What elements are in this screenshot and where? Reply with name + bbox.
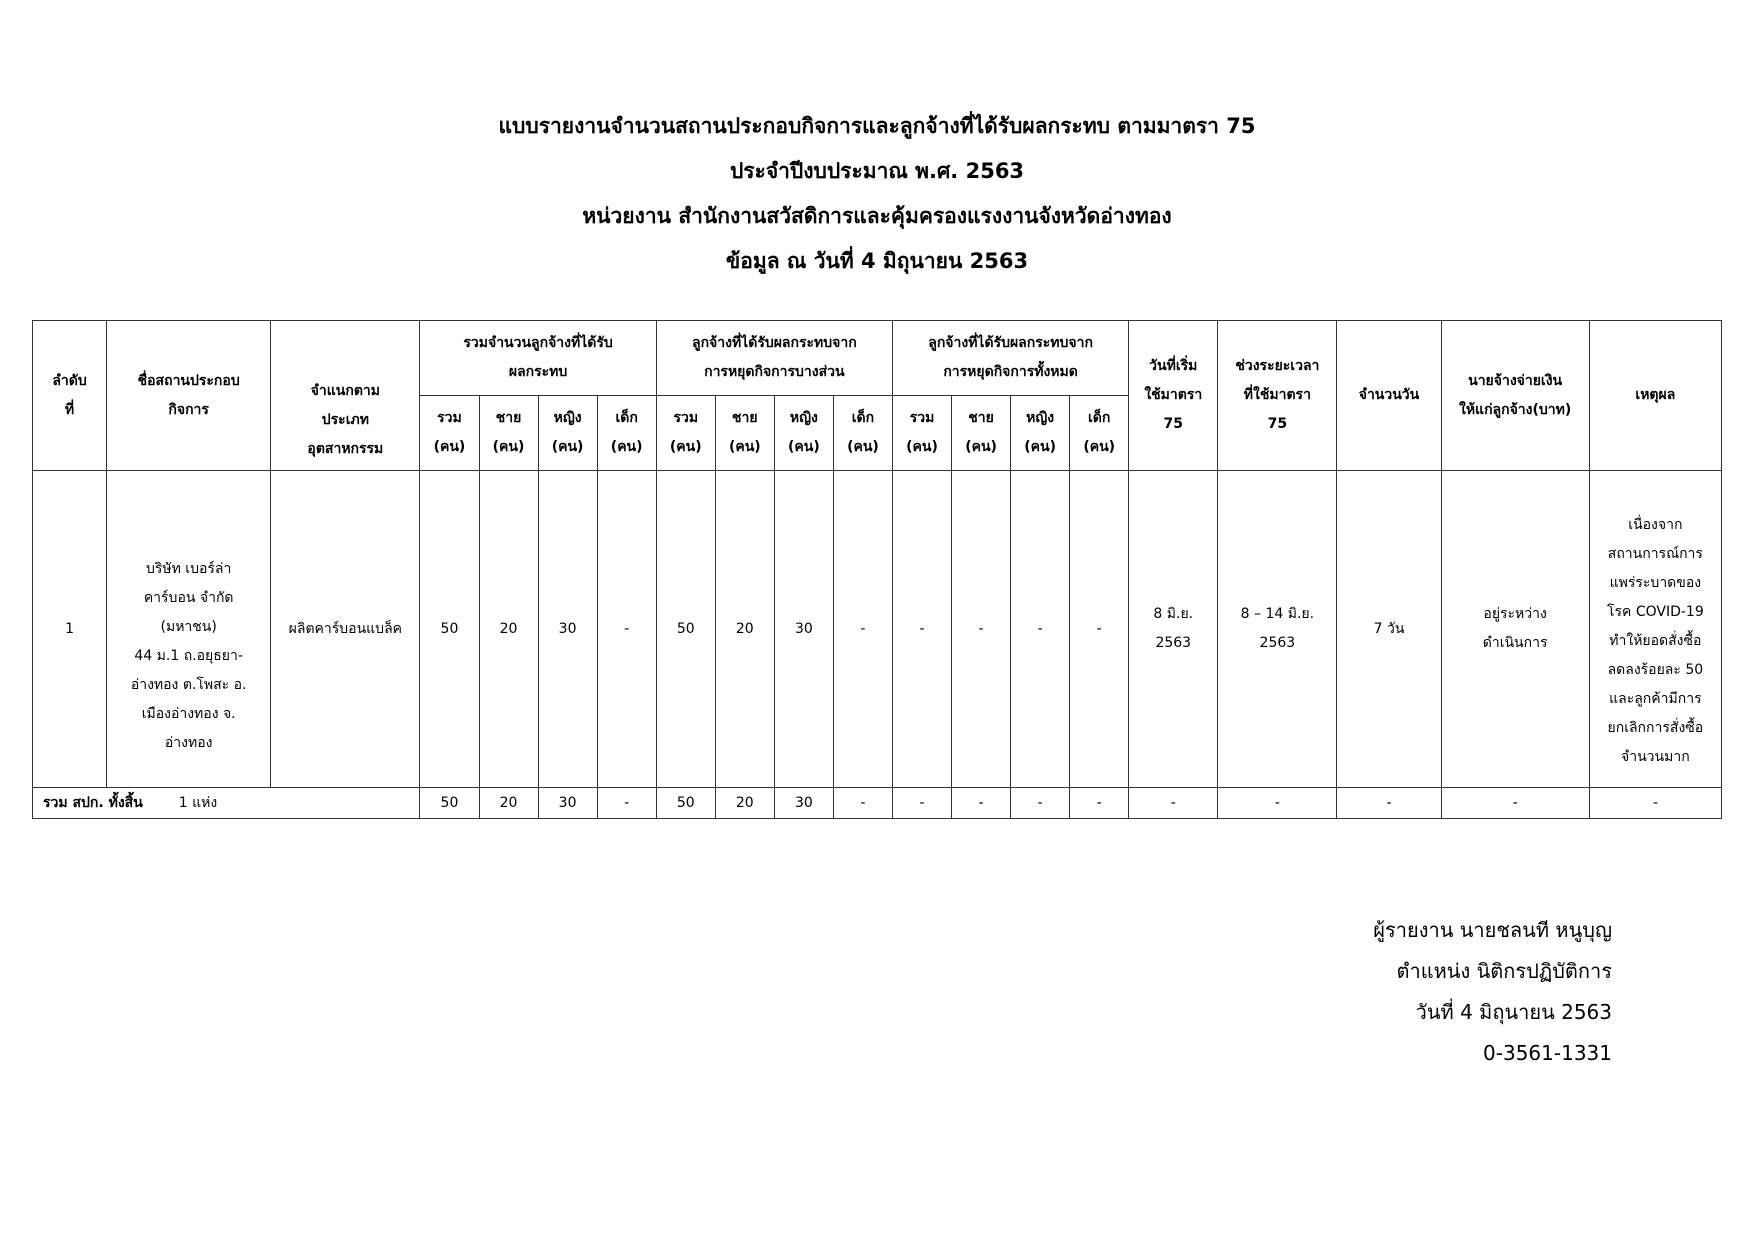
report-table	[32, 320, 1722, 819]
sub-header-child: เด็ก (คน)	[833, 396, 892, 471]
total-cell: -	[1011, 788, 1070, 819]
col-type-header: จำแนกตาม ประเภท อุตสาหกรรม	[271, 321, 420, 471]
cell-industry-type: ผลิตคาร์บอนแบล็ค	[271, 471, 420, 788]
cell-full-male: -	[952, 471, 1011, 788]
col-days-header: จำนวนวัน	[1337, 321, 1441, 471]
cell-days: 7 วัน	[1337, 471, 1441, 788]
cell-partial-all: 50	[656, 471, 715, 788]
group-partial-header: ลูกจ้างที่ได้รับผลกระทบจาก การหยุดกิจการบางส่วน	[656, 321, 892, 396]
report-title-block	[0, 104, 1754, 284]
sub-header-male: ชาย (คน)	[479, 396, 538, 471]
sub-header-total: รวม (คน)	[656, 396, 715, 471]
col-pay-header: นายจ้างจ่ายเงิน ให้แก่ลูกจ้าง(บาท)	[1441, 321, 1589, 471]
total-cell: -	[1070, 788, 1129, 819]
agency-name: หน่วยงาน สำนักงานสวัสดิการและคุ้มครองแรงงานจังหวัดอ่างทอง	[582, 204, 1172, 228]
cell-total-all: 50	[420, 471, 479, 788]
cell-full-all: -	[892, 471, 951, 788]
data-date: ข้อมูล ณ วันที่ 4 มิถุนายน 2563	[725, 249, 1029, 273]
total-cell: 50	[656, 788, 715, 819]
total-reason: -	[1589, 788, 1721, 819]
total-cell: -	[597, 788, 656, 819]
cell-total-child: -	[597, 471, 656, 788]
total-cell: -	[892, 788, 951, 819]
reporter-block	[1200, 910, 1612, 1074]
cell-partial-female: 30	[774, 471, 833, 788]
col-reason-header: เหตุผล	[1589, 321, 1721, 471]
reporter-name: ผู้รายงาน นายชลนที หนูบุญ	[1373, 918, 1612, 942]
sub-header-male: ชาย (คน)	[952, 396, 1011, 471]
group-full-header: ลูกจ้างที่ได้รับผลกระทบจาก การหยุดกิจการทั้งหมด	[892, 321, 1128, 396]
sub-header-child: เด็ก (คน)	[597, 396, 656, 471]
report-date: วันที่ 4 มิถุนายน 2563	[1415, 1000, 1612, 1024]
sub-header-female: หญิง (คน)	[774, 396, 833, 471]
total-cell: 20	[479, 788, 538, 819]
reporter-position: ตำแหน่ง นิติกรปฏิบัติการ	[1396, 959, 1612, 983]
total-cell: 50	[420, 788, 479, 819]
cell-partial-child: -	[833, 471, 892, 788]
total-days: -	[1337, 788, 1441, 819]
cell-reason: เนื่องจาก สถานการณ์การ แพร่ระบาดของ โรค COVID-19 ทำให้ยอดสั่งซื้อ ลดลงร้อยละ 50 และลูกค้ามีการ ยกเลิกการสั่งซื้อ จำนวนมาก	[1589, 471, 1721, 788]
fiscal-year: ประจำปีงบประมาณ พ.ศ. 2563	[729, 159, 1025, 183]
cell-seq: 1	[33, 471, 107, 788]
cell-total-male: 20	[479, 471, 538, 788]
col-name-header: ชื่อสถานประกอบ กิจการ	[107, 321, 271, 471]
total-period: -	[1218, 788, 1337, 819]
total-start: -	[1129, 788, 1218, 819]
sub-header-child: เด็ก (คน)	[1070, 396, 1129, 471]
total-cell: 30	[538, 788, 597, 819]
cell-total-female: 30	[538, 471, 597, 788]
sub-header-male: ชาย (คน)	[715, 396, 774, 471]
cell-full-female: -	[1011, 471, 1070, 788]
total-pay: -	[1441, 788, 1589, 819]
sub-header-total: รวม (คน)	[892, 396, 951, 471]
cell-full-child: -	[1070, 471, 1129, 788]
cell-start-date: 8 มิ.ย. 2563	[1129, 471, 1218, 788]
total-label-cell: รวม สปก. ทั้งสิ้น 1 แห่ง	[33, 788, 420, 819]
cell-period: 8 – 14 มิ.ย. 2563	[1218, 471, 1337, 788]
cell-payment: อยู่ระหว่าง ดำเนินการ	[1441, 471, 1589, 788]
col-seq-header: ลำดับ ที่	[33, 321, 107, 471]
total-cell: -	[833, 788, 892, 819]
total-row	[33, 788, 1722, 819]
report-title: แบบรายงานจำนวนสถานประกอบกิจการและลูกจ้างที่ได้รับผลกระทบ ตามมาตรา 75	[498, 114, 1256, 138]
col-period-header: ช่วงระยะเวลา ที่ใช้มาตรา 75	[1218, 321, 1337, 471]
sub-header-total: รวม (คน)	[420, 396, 479, 471]
total-cell: -	[952, 788, 1011, 819]
table-row	[33, 471, 1722, 788]
group-total-header: รวมจำนวนลูกจ้างที่ได้รับ ผลกระทบ	[420, 321, 656, 396]
sub-header-female: หญิง (คน)	[538, 396, 597, 471]
cell-partial-male: 20	[715, 471, 774, 788]
reporter-phone: 0-3561-1331	[1483, 1041, 1612, 1065]
cell-company-name: บริษัท เบอร์ล่า คาร์บอน จำกัด (มหาชน) 44 ม.1 ถ.อยุธยา- อ่างทอง ต.โพสะ อ. เมืองอ่างทอง จ. อ่างทอง	[107, 471, 271, 788]
col-start-header: วันที่เริ่ม ใช้มาตรา 75	[1129, 321, 1218, 471]
sub-header-female: หญิง (คน)	[1011, 396, 1070, 471]
total-cell: 30	[774, 788, 833, 819]
total-cell: 20	[715, 788, 774, 819]
